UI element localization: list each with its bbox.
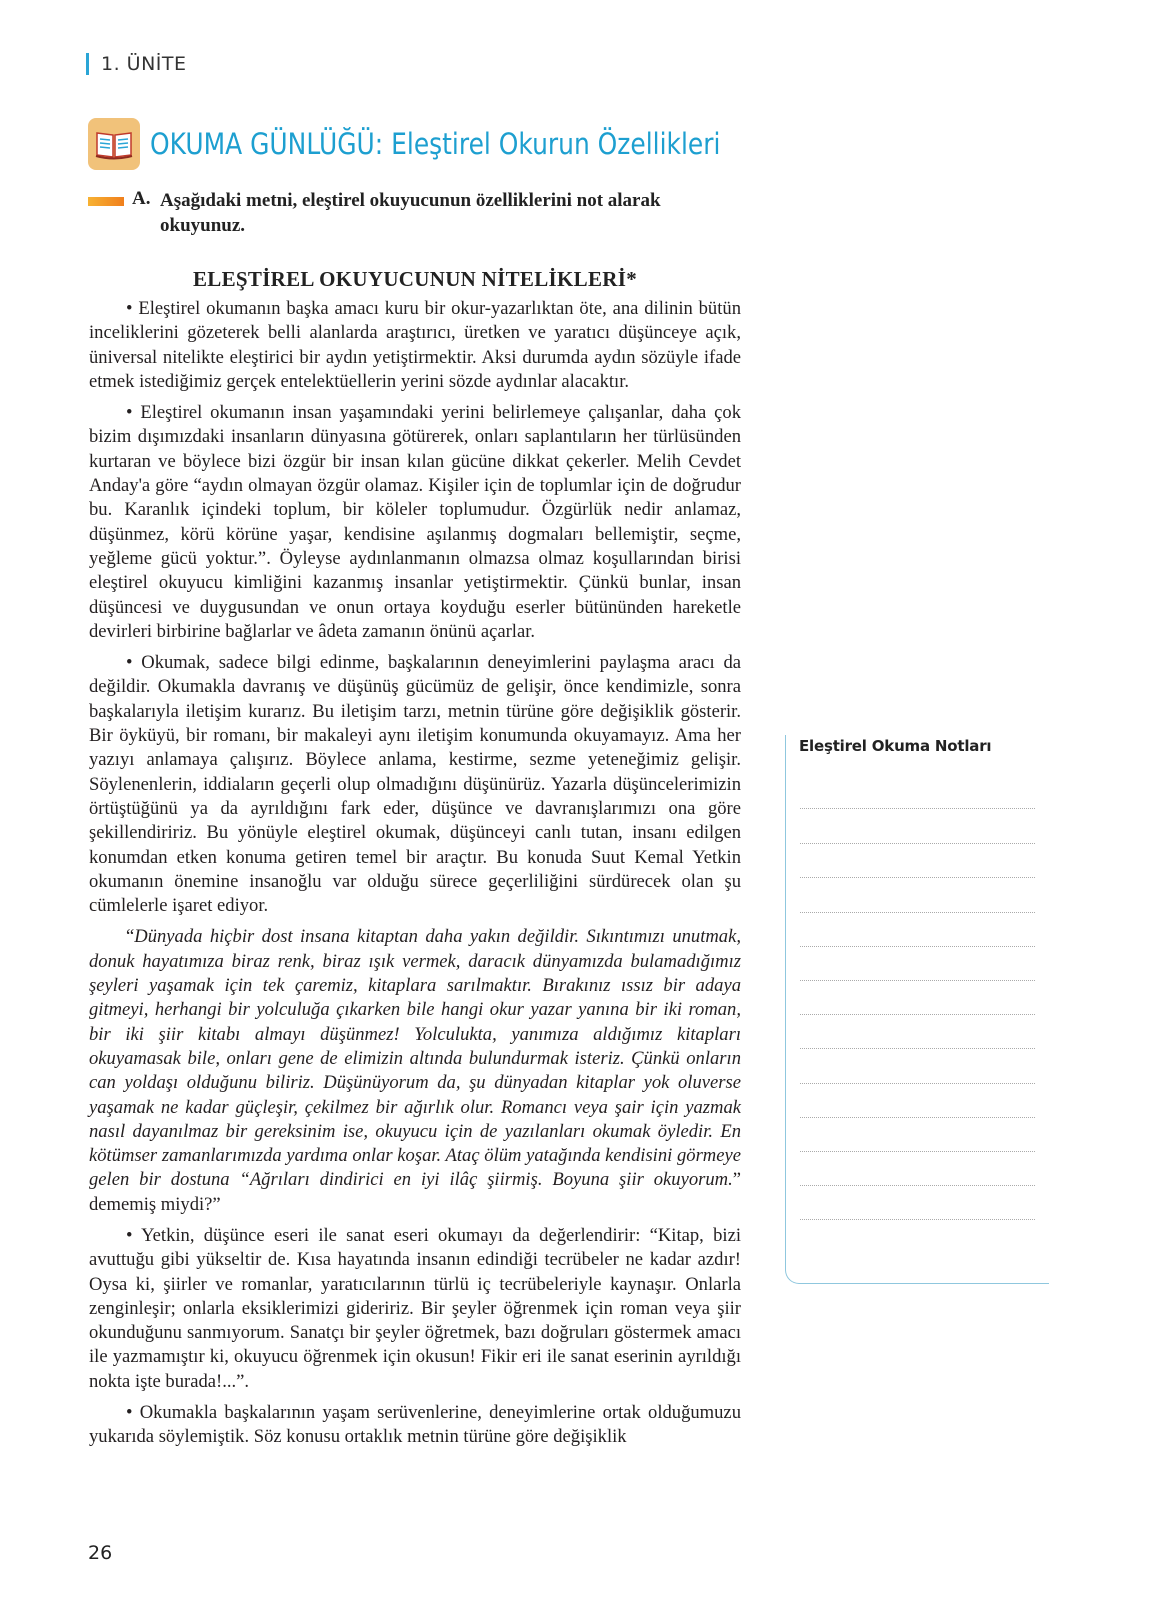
task-text: Aşağıdaki metni, eleştirel okuyucunun özelliklerini not alarak okuyunuz.: [160, 190, 661, 236]
paragraph: • Eleştirel okumanın insan yaşamındaki yerini belirlemeye çalışanlar, daha çok bizim dışımızdaki insanların dünyasına götürerek, onları saplantıların her türlüsünden kurtaran ve böylece bizi özgür bir insan kılan gücüne dikkat çekerler. Melih Cevdet Anday'a göre “aydın olmayan özgür olamaz. Kişiler için de toplumlar için de doğrudur bu. Karanlık içindeki toplum, bir köleler toplumudur. Özgürlük nedir anlamaz, düşünmez, körü körüne yaşar, kendisine aşılanmış dogmaları bellemiştir, seçme, yeğleme gücü yoktur.”. Öyleyse aydınlanmanın olmazsa olmaz koşullarından birisi eleştirel okuyucu kimliğini kazanmış insanlar yetiştirmektir. Çünkü bunlar, insan düşüncesi ve duygusundan ve onun ortaya koyduğu eserler bütününden hareketle devirleri birbirine bağlarlar ve âdeta zamanın önünü açarlar.: [89, 402, 741, 642]
unit-header: [86, 52, 187, 76]
note-line[interactable]: [800, 1014, 1035, 1015]
task-accent-bar: [88, 197, 124, 206]
notes-title: Eleştirel Okuma Notları: [799, 737, 992, 755]
note-line[interactable]: [800, 1185, 1035, 1186]
note-line[interactable]: [800, 877, 1035, 878]
note-line[interactable]: [800, 843, 1035, 844]
page-number: 26: [88, 1542, 113, 1564]
open-book-icon: [88, 118, 140, 170]
note-line[interactable]: [800, 1219, 1035, 1220]
article-body: [89, 297, 741, 1457]
section-heading: [88, 118, 813, 170]
task-letter: A.: [132, 188, 151, 209]
note-line[interactable]: [800, 980, 1035, 981]
article-title: ELEŞTİREL OKUYUCUNUN NİTELİKLERİ*: [192, 267, 637, 291]
note-line[interactable]: [800, 808, 1035, 809]
quote-open: “: [126, 926, 135, 948]
note-line[interactable]: [800, 1083, 1035, 1084]
paragraph: • Yetkin, düşünce eseri ile sanat eseri okumayı da değerlendirir: “Kitap, bizi avuttuğu gibi yükseltir de. Kısa hayatında insanın edindiği tecrübeler ne kadar azdır! Oysa ki, şiirler ve romanlar, yaratıcılarının türlü iç tecrübeleriyle kaynaşır. Onlarla zenginleşir; onlarla eksiklerimizi gideririz. Bir şeyler öğrenmek için roman veya şiir okunduğunu sanmıyorum. Sanatçı bir şeyler öğretmek, bazı doğruları göstermek amacı ile yazmamıştır ki, okuyucu öğrenmek için okusun! Fikir eri ile sanat eserinin ayrıldığı nokta işte burada!...”.: [89, 1224, 741, 1392]
paragraph: • Eleştirel okumanın başka amacı kuru bir okur-yazarlıktan öte, ana dilinin bütün inceliklerini gözeterek belli alanlarda araştırıcı, üretken ve yaratıcı düşünceye açık, üniversal nitelikte eleştirici bir aydın yetiştirmektir. Aksi durumda aydın sözüyle ifade etmek istediğimiz gerçek entelektüellerin yerini sözde aydınlar alacaktır.: [89, 298, 741, 392]
quote-close: ” dememiş miydi?”: [89, 1169, 741, 1215]
note-line[interactable]: [800, 946, 1035, 947]
note-line[interactable]: [800, 1151, 1035, 1152]
note-line[interactable]: [800, 912, 1035, 913]
quote-text: Dünyada hiçbir dost insana kitaptan daha yakın değildir. Sıkıntımızı unutmak, donuk hayatımıza biraz renk, biraz ışık vermek, daracık dünyamızda bulamadığımız şeyleri yaşamak için tek çaremiz, kitaplara sarılmaktır. Bırakınız ıssız bir adaya gitmeyi, herhangi bir yolculuğa çıkarken bile hangi okur yazar yanına bir iki roman, bir iki şiir kitabı almayı düşünmez! Yolculukta, yanımıza aldığımız kitapları okuyamasak bile, onları gene de elimizin altında bulundurmak isteriz. Çünkü onların can yoldaşı olduğunu biliriz. Düşünüyorum da, şu dünyadan kitaplar yok oluverse yaşamak ne kadar güçleşir, çekilmez bir ağırlık olur. Romancı veya şair için yazmak nasıl dayanılmaz bir gereksinim ise, okuyucu için de yazılanları okumak öyledir. En kötümser zamanlarımızda yardıma onlar koşar. Ataç ölüm yatağında kendisini görmeye gelen bir dostuna “Ağrıları dindirici en iyi ilâç şiirmiş. Boyuna şiir okuyorum.: [89, 926, 741, 1191]
unit-title: 1. ÜNİTE: [101, 53, 187, 75]
paragraph: • Okumak, sadece bilgi edinme, başkalarının deneyimlerini paylaşma aracı da değildir. Okumakla davranış ve düşünüş gücümüz de gelişir, önce kendimizle, sonra başkalarıyla iletişim kurarız. Bu iletişim tarzı, metnin türüne göre değişiklik gösterir. Bir öyküyü, bir romanı, bir makaleyi aynı iletişim konumunda okuyamayız. Ama her yazıyı anlamaya çalışırız. Böylece anlama, kestirme, sezme yeteneğimiz gelişir. Söylenenlerin, iddiaların geçerli olup olmadığını düşünürüz. Yazarla düşüncelerimizin örtüştüğünü ya da ayrıldığını fark eder, düşünce ve davranışlarımızı ona göre şekillendiririz. Bu yönüyle eleştirel okumak, düşünceyi canlı tutan, insanı edilgen konumdan etken konuma getiren temel bir araçtır. Bu konuda Suut Kemal Yetkin okumanın önemine insanoğlu var olduğu sürece geçerliliğini sürdürecek olan şu cümlelerle işaret ediyor.: [89, 652, 741, 917]
unit-accent-bar: [86, 53, 89, 75]
quote-paragraph: [89, 925, 741, 1217]
note-line[interactable]: [800, 1117, 1035, 1118]
section-title: OKUMA GÜNLÜĞÜ: Eleştirel Okurun Özellikleri: [150, 127, 721, 161]
paragraph: • Okumakla başkalarının yaşam serüvenlerine, deneyimlerine ortak olduğumuzu yukarıda söylemiştik. Söz konusu ortaklık metnin türüne göre değişiklik: [89, 1402, 741, 1448]
notes-panel: [785, 735, 1049, 1284]
note-line[interactable]: [800, 1048, 1035, 1049]
